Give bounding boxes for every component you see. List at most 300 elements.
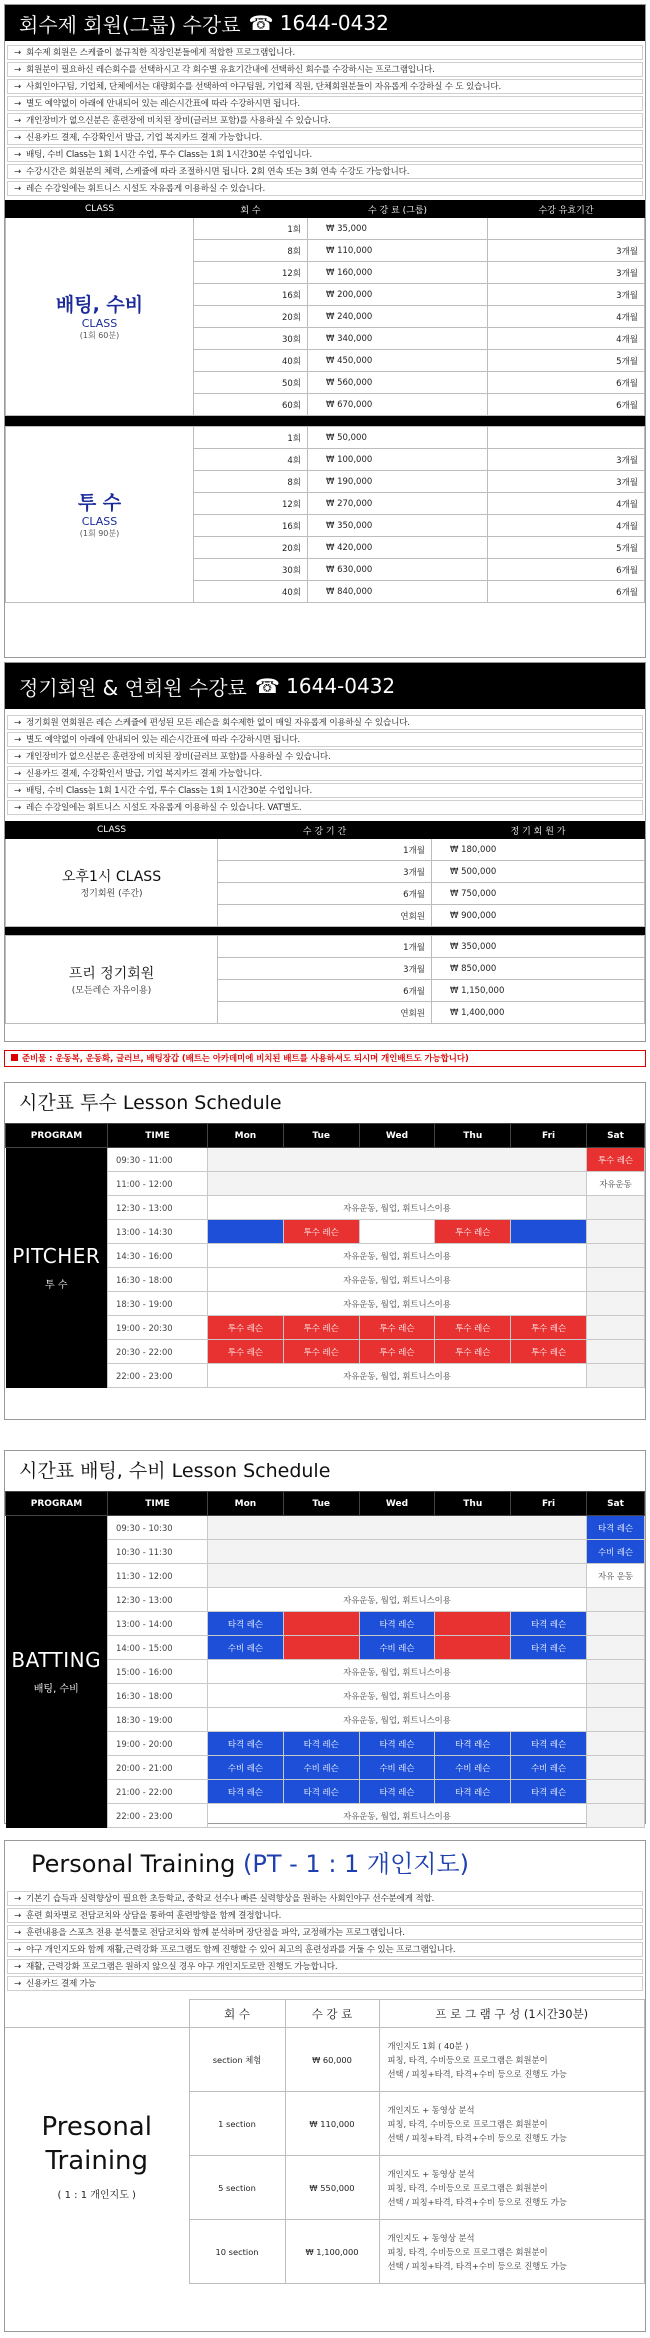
notes-list — [5, 1887, 645, 1995]
price-cell: ₩ 1,100,000 — [285, 2220, 379, 2284]
group-fee-table — [5, 200, 645, 416]
price-cell: ₩ 630,000 — [308, 559, 488, 581]
class-label-cell — [6, 427, 194, 603]
class-note: (1회 60분) — [79, 330, 120, 340]
note-item: → 개인장비가 없으신분은 훈련장에 비치된 장비(글러브 포함)를 사용하실 수 있습니다. — [7, 113, 643, 128]
period-cell: 1개월 — [218, 839, 432, 861]
period-cell: 4개월 — [488, 493, 645, 515]
time-cell: 12:30 - 13:00 — [108, 1588, 208, 1612]
column-header: PROGRAM — [6, 1492, 108, 1516]
count-cell: 60회 — [194, 394, 308, 416]
table-row — [6, 936, 645, 958]
price-cell: ₩ 35,000 — [308, 218, 488, 240]
column-header: Wed — [359, 1492, 435, 1516]
price-cell: ₩ 190,000 — [308, 471, 488, 493]
period-cell: 연회원 — [218, 1002, 432, 1024]
program-desc-cell — [379, 2220, 645, 2284]
lesson-cell: 투수 레슨 — [208, 1316, 284, 1340]
time-cell: 14:00 - 15:00 — [108, 1636, 208, 1660]
desc-line: 개인지도 1회 ( 40분 ) — [387, 2040, 469, 2051]
price-cell: ₩ 850,000 — [432, 958, 645, 980]
period-cell: 4개월 — [488, 306, 645, 328]
table-row — [5, 2028, 645, 2092]
lesson-cell: 타격 레슨 — [359, 1780, 435, 1804]
note-item: → 개인장비가 없으신분은 훈련장에 비치된 장비(글러브 포함)를 사용하실 수 있습니다. — [7, 749, 643, 764]
price-cell: ₩ 350,000 — [308, 515, 488, 537]
lesson-cell: 투수 레슨 — [359, 1340, 435, 1364]
time-cell: 13:00 - 14:00 — [108, 1612, 208, 1636]
period-cell: 6개월 — [218, 883, 432, 905]
time-cell: 22:00 - 23:00 — [108, 1804, 208, 1828]
lesson-cell: 수비 레슨 — [208, 1636, 284, 1660]
lesson-cell: 타격 레슨 — [511, 1636, 587, 1660]
lesson-cell: 투수 레슨 — [511, 1316, 587, 1340]
desc-line: 개인지도 + 동영상 분석 — [387, 2168, 475, 2179]
time-cell: 09:30 - 10:30 — [108, 1516, 208, 1540]
lesson-cell-blue — [511, 1220, 587, 1244]
period-cell: 3개월 — [218, 958, 432, 980]
column-header: Fri — [511, 1124, 587, 1148]
period-cell: 5개월 — [488, 537, 645, 559]
time-cell: 14:30 - 16:00 — [108, 1244, 208, 1268]
lesson-cell: 타격 레슨 — [511, 1732, 587, 1756]
note-item: → 회원분이 필요하신 레슨회수를 선택하시고 각 회수별 유효기간내에 선택하신 회수를 수강하시는 프로그램입니다. — [7, 62, 643, 77]
price-cell: ₩ 750,000 — [432, 883, 645, 905]
time-cell: 13:00 - 14:30 — [108, 1220, 208, 1244]
table-row — [6, 427, 645, 449]
sat-cell: 타격 레슨 — [587, 1516, 645, 1540]
column-header: Tue — [283, 1492, 359, 1516]
desc-line: 선택 / 피칭+타격, 타격+수비 등으로 진행도 가능 — [387, 2068, 567, 2079]
period-cell: 3개월 — [488, 449, 645, 471]
lesson-cell — [435, 1636, 511, 1660]
sat-cell — [587, 1612, 645, 1636]
column-header: 회 수 — [194, 201, 308, 218]
time-cell: 18:30 - 19:00 — [108, 1292, 208, 1316]
class-name: 오후1시 CLASS — [61, 869, 162, 885]
lesson-cell: 타격 레슨 — [435, 1780, 511, 1804]
count-cell: section 체험 — [189, 2028, 285, 2092]
column-header: Sat — [587, 1124, 645, 1148]
sat-cell — [587, 1196, 645, 1220]
time-cell: 11:00 - 12:00 — [108, 1172, 208, 1196]
lesson-cell: 수비 레슨 — [208, 1756, 284, 1780]
lesson-cell — [283, 1612, 359, 1636]
note-item: → 기본기 습득과 실력향상이 필요한 초등학교, 중학교 선수나 빠른 실력향상을 원하는 사회인야구 선수분에게 적합. — [7, 1891, 643, 1906]
price-cell: ₩ 550,000 — [285, 2156, 379, 2220]
column-header: Tue — [283, 1124, 359, 1148]
free-cell: 자유운동, 웜업, 휘트니스이용 — [208, 1244, 587, 1268]
column-header: 수 강 료 — [285, 2000, 379, 2028]
divider — [5, 927, 645, 935]
empty-cell — [208, 1564, 587, 1588]
lesson-cell: 타격 레슨 — [208, 1732, 284, 1756]
lesson-cell: 수비 레슨 — [359, 1636, 435, 1660]
price-cell: ₩ 350,000 — [432, 936, 645, 958]
divider — [5, 416, 645, 426]
desc-line: 개인지도 + 동영상 분석 — [387, 2232, 475, 2243]
sat-cell — [587, 1636, 645, 1660]
lesson-cell: 투수 레슨 — [359, 1316, 435, 1340]
empty-cell — [208, 1516, 587, 1540]
section-group-fees — [4, 4, 646, 658]
note-item: → 수강시간은 회원분의 체력, 스케쥴에 따라 조절하시면 됩니다. 2회 연속 또는 3회 연속 수강도 가능합니다. — [7, 164, 643, 179]
note-item: → 훈련 회차별로 전담코치와 상담을 통하여 훈련방향을 함께 결정합니다. — [7, 1908, 643, 1923]
period-cell: 3개월 — [488, 240, 645, 262]
price-cell: ₩ 200,000 — [308, 284, 488, 306]
count-cell: 4회 — [194, 449, 308, 471]
lesson-cell: 타격 레슨 — [283, 1732, 359, 1756]
notes-list — [5, 41, 645, 200]
column-header: TIME — [108, 1124, 208, 1148]
side-header-blank — [5, 2000, 189, 2028]
section-regular-fees — [4, 662, 646, 1042]
lesson-cell: 투수 레슨 — [435, 1220, 511, 1244]
table-row — [6, 218, 645, 240]
desc-line: 피칭, 타격, 수비등으로 프로그램은 회원분이 — [387, 2182, 548, 2193]
lesson-cell: 투수 레슨 — [511, 1340, 587, 1364]
pt-side-title: Presonal Training — [41, 2112, 152, 2177]
count-cell: 30회 — [194, 328, 308, 350]
lesson-cell: 투수 레슨 — [435, 1316, 511, 1340]
desc-line: 개인지도 + 동영상 분석 — [387, 2104, 475, 2115]
time-cell: 19:00 - 20:30 — [108, 1316, 208, 1340]
note-item: → 별도 예약없이 아래에 안내되어 있는 레슨시간표에 따라 수강하시면 됩니다. — [7, 96, 643, 111]
sat-cell — [587, 1340, 645, 1364]
free-cell: 자유운동, 웜업, 휘트니스이용 — [208, 1364, 587, 1388]
time-cell: 11:30 - 12:00 — [108, 1564, 208, 1588]
lesson-cell: 타격 레슨 — [283, 1780, 359, 1804]
column-header: 정 기 회 원 가 — [432, 822, 645, 839]
column-header: Thu — [435, 1124, 511, 1148]
time-cell: 09:30 - 11:00 — [108, 1148, 208, 1172]
note-item: → 신용카드 결제, 수강확인서 발급, 기업 복지카드 결제 가능합니다. — [7, 766, 643, 781]
count-cell: 20회 — [194, 537, 308, 559]
section-regular-fees-header — [5, 663, 645, 709]
period-cell: 4개월 — [488, 515, 645, 537]
price-cell: ₩ 110,000 — [285, 2092, 379, 2156]
note-item: → 레슨 수강일에는 휘트니스 시설도 자유롭게 이용하실 수 있습니다. — [7, 181, 643, 196]
note-item: → 재활, 근력강화 프로그램은 원하지 않으실 경우 야구 개인지도로만 진행도 가능합니다. — [7, 1959, 643, 1974]
table-row — [6, 1148, 645, 1172]
note-item: → 야구 개인지도와 함께 재활,근력강화 프로그램도 함께 진행할 수 있어 최고의 훈련성과를 거둘 수 있는 프로그램입니다. — [7, 1942, 643, 1957]
column-header: Sat — [587, 1492, 645, 1516]
free-cell: 자유운동, 웜업, 휘트니스이용 — [208, 1804, 587, 1828]
column-header: TIME — [108, 1492, 208, 1516]
time-cell: 18:30 - 19:00 — [108, 1708, 208, 1732]
sat-cell — [587, 1364, 645, 1388]
sat-cell — [587, 1732, 645, 1756]
phone-number: ☎ 1644-0432 — [254, 674, 396, 698]
schedule-title: 시간표 투수 Lesson Schedule — [19, 1092, 282, 1114]
class-sub: CLASS — [81, 514, 118, 528]
lesson-cell: 타격 레슨 — [435, 1732, 511, 1756]
column-header: Fri — [511, 1492, 587, 1516]
sat-cell: 수비 레슨 — [587, 1540, 645, 1564]
period-cell: 6개월 — [488, 394, 645, 416]
column-header: CLASS — [6, 822, 218, 839]
note-item: → 배팅, 수비 Class는 1회 1시간 수업, 투수 Class는 1회 1시간30분 수업입니다. — [7, 147, 643, 162]
lesson-cell: 타격 레슨 — [511, 1612, 587, 1636]
program-name: BATTING — [11, 1648, 102, 1673]
lesson-cell: 타격 레슨 — [208, 1780, 284, 1804]
lesson-cell: 수비 레슨 — [283, 1756, 359, 1780]
sat-cell — [587, 1588, 645, 1612]
class-sub: 정기회원 (주간) — [80, 889, 143, 899]
time-cell: 16:30 - 18:00 — [108, 1684, 208, 1708]
class-sub: CLASS — [81, 316, 118, 330]
sat-cell — [587, 1756, 645, 1780]
lesson-cell — [435, 1612, 511, 1636]
free-cell: 자유운동, 웜업, 휘트니스이용 — [208, 1588, 587, 1612]
sat-cell — [587, 1316, 645, 1340]
price-cell: ₩ 100,000 — [308, 449, 488, 471]
table-row — [6, 839, 645, 861]
free-cell: 자유운동, 웜업, 휘트니스이용 — [208, 1660, 587, 1684]
program-name: PITCHER — [12, 1244, 101, 1269]
section-group-fees-header — [5, 5, 645, 41]
lesson-cell — [283, 1636, 359, 1660]
price-cell: ₩ 420,000 — [308, 537, 488, 559]
period-cell: 6개월 — [218, 980, 432, 1002]
sat-cell — [587, 1244, 645, 1268]
time-cell: 20:00 - 21:00 — [108, 1756, 208, 1780]
count-cell: 12회 — [194, 262, 308, 284]
price-cell: ₩ 110,000 — [308, 240, 488, 262]
price-cell: ₩ 900,000 — [432, 905, 645, 927]
lesson-cell: 타격 레슨 — [359, 1732, 435, 1756]
class-label-cell — [6, 936, 218, 1024]
free-cell: 자유운동, 웜업, 휘트니스이용 — [208, 1684, 587, 1708]
sat-cell — [587, 1268, 645, 1292]
sat-cell: 자유운동 — [587, 1172, 645, 1196]
free-cell: 자유운동, 웜업, 휘트니스이용 — [208, 1268, 587, 1292]
column-header: 수 강 기 간 — [218, 822, 432, 839]
pt-section — [4, 1840, 646, 2332]
count-cell: 1회 — [194, 218, 308, 240]
desc-line: 피칭, 타격, 수비등으로 프로그램은 회원분이 — [387, 2246, 548, 2257]
program-desc-cell — [379, 2028, 645, 2092]
note-item: → 정기회원 연회원은 레슨 스케쥴에 편성된 모든 레슨을 회수제한 없이 매일 자유롭게 이용하실 수 있습니다. — [7, 715, 643, 730]
desc-line: 피칭, 타격, 수비등으로 프로그램은 회원분이 — [387, 2118, 548, 2129]
period-cell — [488, 427, 645, 449]
notes-list — [5, 709, 645, 819]
period-cell: 1개월 — [218, 936, 432, 958]
sat-cell — [587, 1292, 645, 1316]
price-cell: ₩ 50,000 — [308, 427, 488, 449]
desc-line: 피칭, 타격, 수비등으로 프로그램은 회원분이 — [387, 2054, 548, 2065]
lesson-cell: 타격 레슨 — [511, 1780, 587, 1804]
batting-schedule — [4, 1450, 646, 1824]
time-cell: 16:30 - 18:00 — [108, 1268, 208, 1292]
period-cell — [488, 218, 645, 240]
pt-side-cell — [5, 2028, 189, 2284]
column-header: Mon — [208, 1492, 284, 1516]
class-label-cell — [6, 839, 218, 927]
column-header: Thu — [435, 1492, 511, 1516]
period-cell: 4개월 — [488, 328, 645, 350]
note-item: → 레슨 수강일에는 휘트니스 시설도 자유롭게 이용하실 수 있습니다. VAT별도. — [7, 800, 643, 815]
sat-cell — [587, 1684, 645, 1708]
lesson-cell: 수비 레슨 — [435, 1756, 511, 1780]
program-desc-cell — [379, 2092, 645, 2156]
count-cell: 20회 — [194, 306, 308, 328]
note-item: → 사회인야구팀, 기업체, 단체에서는 대량회수를 선택하여 야구팀원, 기업체 직원, 단체회원분들이 자유롭게 수강하실 수 도 있습니다. — [7, 79, 643, 94]
sat-cell — [587, 1780, 645, 1804]
period-cell: 6개월 — [488, 581, 645, 603]
empty-cell — [208, 1148, 587, 1172]
sat-cell — [587, 1660, 645, 1684]
supplies-notice — [4, 1050, 646, 1067]
period-cell: 3개월 — [488, 284, 645, 306]
price-cell: ₩ 340,000 — [308, 328, 488, 350]
pt-title — [5, 1841, 645, 1887]
count-cell: 1 section — [189, 2092, 285, 2156]
count-cell: 10 section — [189, 2220, 285, 2284]
note-item: → 신용카드 결제 가능 — [7, 1976, 643, 1991]
period-cell: 6개월 — [488, 559, 645, 581]
period-cell: 5개월 — [488, 350, 645, 372]
count-cell: 16회 — [194, 284, 308, 306]
column-header: Wed — [359, 1124, 435, 1148]
free-fee-table — [5, 935, 645, 1024]
class-label-cell — [6, 218, 194, 416]
time-cell: 10:30 - 11:30 — [108, 1540, 208, 1564]
count-cell: 8회 — [194, 240, 308, 262]
section-title: 회수제 회원(그룹) 수강료 — [19, 12, 241, 37]
class-sub: (모든레슨 자유이용) — [71, 986, 152, 996]
period-cell: 3개월 — [218, 861, 432, 883]
price-cell: ₩ 450,000 — [308, 350, 488, 372]
sat-cell — [587, 1708, 645, 1732]
free-cell: 자유운동, 웜업, 휘트니스이용 — [208, 1196, 587, 1220]
empty-cell — [208, 1172, 587, 1196]
lesson-cell: 타격 레슨 — [208, 1612, 284, 1636]
program-cell — [6, 1148, 108, 1388]
pitcher-schedule-table — [5, 1123, 645, 1388]
lesson-cell: 투수 레슨 — [283, 1220, 359, 1244]
count-cell: 12회 — [194, 493, 308, 515]
count-cell: 1회 — [194, 427, 308, 449]
lesson-cell: 수비 레슨 — [511, 1756, 587, 1780]
lesson-cell: 수비 레슨 — [359, 1756, 435, 1780]
note-item: → 별도 예약없이 아래에 안내되어 있는 레슨시간표에 따라 수강하시면 됩니다. — [7, 732, 643, 747]
pt-side-sub: ( 1 : 1 개인지도 ) — [57, 2190, 136, 2202]
class-name: 프리 정기회원 — [68, 966, 155, 982]
lesson-cell: 투수 레슨 — [283, 1340, 359, 1364]
column-header: 수 강 료 (그룹) — [308, 201, 488, 218]
desc-line: 선택 / 피칭+타격, 타격+수비 등으로 진행도 가능 — [387, 2196, 567, 2207]
price-cell: ₩ 240,000 — [308, 306, 488, 328]
price-cell: ₩ 270,000 — [308, 493, 488, 515]
table-row — [6, 1516, 645, 1540]
lesson-cell: 타격 레슨 — [359, 1612, 435, 1636]
count-cell: 50회 — [194, 372, 308, 394]
program-desc-cell — [379, 2156, 645, 2220]
class-name: 투 수 — [77, 491, 122, 514]
lesson-cell: 투수 레슨 — [283, 1316, 359, 1340]
regular-fee-table — [5, 821, 645, 927]
column-header: 프 로 그 램 구 성 (1시간30분) — [379, 2000, 645, 2028]
period-cell: 6개월 — [488, 372, 645, 394]
period-cell: 3개월 — [488, 471, 645, 493]
period-cell: 3개월 — [488, 262, 645, 284]
price-cell: ₩ 840,000 — [308, 581, 488, 603]
desc-line: 선택 / 피칭+타격, 타격+수비 등으로 진행도 가능 — [387, 2260, 567, 2271]
time-cell: 22:00 - 23:00 — [108, 1364, 208, 1388]
note-item: → 신용카드 결제, 수강확인서 발급, 기업 복지카드 결제 가능합니다. — [7, 130, 643, 145]
count-cell: 8회 — [194, 471, 308, 493]
pt-title-colored: (PT - 1 : 1 개인지도) — [243, 1850, 470, 1878]
sat-cell — [587, 1804, 645, 1828]
pitcher-schedule — [4, 1082, 646, 1420]
supplies-notice-text: 준비물 : 운동복, 운동화, 글러브, 배팅장갑 (배트는 아카데미에 비치된 배트를 사용하셔도 되시며 개인배트도 가능합니다) — [22, 1053, 469, 1063]
price-cell: ₩ 500,000 — [432, 861, 645, 883]
note-item: → 훈련내용을 스포츠 전용 분석툴로 전담코치와 함께 분석하며 장단점을 파악, 교정해가는 프로그램입니다. — [7, 1925, 643, 1940]
time-cell: 20:30 - 22:00 — [108, 1340, 208, 1364]
program-cell — [6, 1516, 108, 1828]
pt-fee-table — [5, 1999, 645, 2284]
class-note: (1회 90분) — [79, 528, 120, 538]
time-cell: 12:30 - 13:00 — [108, 1196, 208, 1220]
time-cell: 21:00 - 22:00 — [108, 1780, 208, 1804]
price-cell: ₩ 560,000 — [308, 372, 488, 394]
price-cell: ₩ 160,000 — [308, 262, 488, 284]
count-cell: 30회 — [194, 559, 308, 581]
count-cell: 16회 — [194, 515, 308, 537]
phone-number: ☎ 1644-0432 — [248, 11, 389, 35]
column-header: CLASS — [6, 201, 194, 218]
lesson-cell: 투수 레슨 — [208, 1340, 284, 1364]
pt-title-main: Personal Training — [31, 1850, 236, 1878]
period-cell: 연회원 — [218, 905, 432, 927]
column-header: 회 수 — [189, 2000, 285, 2028]
desc-line: 선택 / 피칭+타격, 타격+수비 등으로 진행도 가능 — [387, 2132, 567, 2143]
sat-cell: 자유 운동 — [587, 1564, 645, 1588]
batting-schedule-table — [5, 1491, 645, 1828]
pitching-fee-table — [5, 426, 645, 603]
lesson-cell-blue — [208, 1220, 284, 1244]
price-cell: ₩ 180,000 — [432, 839, 645, 861]
free-cell: 자유운동, 웜업, 휘트니스이용 — [208, 1708, 587, 1732]
time-cell: 15:00 - 16:00 — [108, 1660, 208, 1684]
column-header: Mon — [208, 1124, 284, 1148]
price-cell: ₩ 1,400,000 — [432, 1002, 645, 1024]
sat-cell — [587, 1220, 645, 1244]
column-header: 수강 유효기간 — [488, 201, 645, 218]
time-cell: 19:00 - 20:00 — [108, 1732, 208, 1756]
class-name: 배팅, 수비 — [55, 293, 144, 316]
note-item: → 회수제 회원은 스케쥴이 불규칙한 직장인분들에게 적합한 프로그램입니다. — [7, 45, 643, 60]
count-cell: 40회 — [194, 350, 308, 372]
empty-cell — [208, 1540, 587, 1564]
square-bullet-icon — [11, 1054, 18, 1061]
lesson-cell: 투수 레슨 — [435, 1340, 511, 1364]
price-cell: ₩ 60,000 — [285, 2028, 379, 2092]
price-cell: ₩ 670,000 — [308, 394, 488, 416]
count-cell: 5 section — [189, 2156, 285, 2220]
price-cell: ₩ 1,150,000 — [432, 980, 645, 1002]
schedule-title: 시간표 배팅, 수비 Lesson Schedule — [19, 1460, 331, 1482]
section-title: 정기회원 & 연회원 수강료 — [19, 675, 247, 700]
count-cell: 40회 — [194, 581, 308, 603]
program-sub: 배팅, 수비 — [33, 1684, 79, 1696]
sat-cell: 투수 레슨 — [587, 1148, 645, 1172]
column-header: PROGRAM — [6, 1124, 108, 1148]
free-cell: 자유운동, 웜업, 휘트니스이용 — [208, 1292, 587, 1316]
program-sub: 투 수 — [45, 1280, 68, 1292]
note-item: → 배팅, 수비 Class는 1회 1시간 수업, 투수 Class는 1회 1시간30분 수업입니다. — [7, 783, 643, 798]
